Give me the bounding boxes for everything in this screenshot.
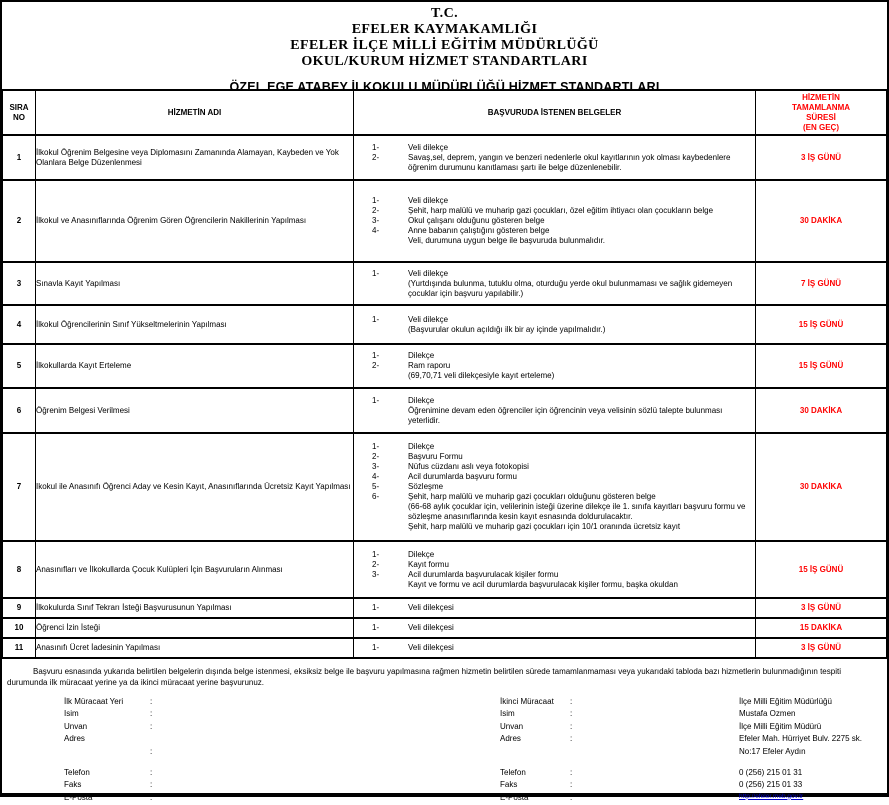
required-documents (354, 344, 756, 388)
document-text: Dilekçe (408, 395, 435, 405)
row-number: 8 (3, 541, 36, 598)
document-text: Şehit, harp malülü ve muharip gazi çocukları, özel eğitim ihtiyacı olan çocukların belge (408, 206, 714, 215)
document-item (354, 482, 755, 492)
document-item (354, 371, 755, 381)
table-row (3, 433, 887, 541)
completion-time: 7 İŞ GÜNÜ (756, 262, 887, 305)
governorship-title: EFELER KAYMAKAMLIĞI (351, 22, 538, 37)
document-text: Başvuru Formu (408, 452, 463, 461)
service-name: Öğrenci İzin İsteği (36, 618, 354, 638)
document-text: Nüfus cüzdanı aslı veya fotokopisi (408, 462, 529, 471)
document-item (354, 570, 755, 580)
service-name: İlkokul ve Anasınıflarında Öğrenim Gören Öğrencilerin Nakillerinin Yapılması (36, 180, 354, 262)
second-contact-colon: : (570, 697, 573, 706)
document-item (354, 279, 755, 299)
column-header-belgeler: BAŞVURUDA İSTENEN BELGELER (354, 90, 756, 135)
required-documents (354, 598, 756, 618)
row-number: 5 (3, 344, 36, 388)
document-number: 2- (372, 206, 380, 215)
required-documents (354, 433, 756, 541)
table-row (3, 180, 887, 262)
document-item (354, 522, 755, 532)
document-text: Veli dilekçesi (408, 623, 454, 632)
document-number: 1- (372, 196, 380, 205)
contact-value: 0 (256) 215 01 31 (739, 767, 803, 777)
table-row (3, 638, 887, 658)
table-row (3, 388, 887, 433)
contact-line (2, 697, 887, 709)
document-text: Veli dilekçe (408, 314, 449, 324)
document-item (354, 236, 755, 246)
required-documents (354, 180, 756, 262)
document-text: Öğrenimine devam eden öğrenciler için öğrencinin veya velisinin sözlü talepte bulunması yeterlidir. (408, 405, 723, 425)
first-contact-colon: : (150, 767, 153, 777)
completion-time: 30 DAKİKA (756, 388, 887, 433)
contact-value: 0 (256) 215 01 33 (739, 780, 803, 790)
document-item (354, 452, 755, 462)
website-link[interactable]: http://efeler.meb.gov.tr (739, 792, 804, 800)
contact-line (2, 780, 887, 792)
row-number: 6 (3, 388, 36, 433)
service-name: Sınavla Kayıt Yapılması (36, 262, 354, 305)
table-row (3, 541, 887, 598)
republic-title: T.C. (430, 6, 458, 21)
document-text: Sözleşme (408, 482, 444, 491)
row-number: 11 (3, 638, 36, 658)
document-number (354, 522, 408, 532)
document-item (354, 550, 755, 560)
document-text: Veli dilekçesi (408, 643, 454, 652)
row-number: 7 (3, 433, 36, 541)
contact-line (2, 709, 887, 721)
document-text: Acil durumlarda başvurulacak kişiler formu (408, 569, 559, 579)
document-item (354, 472, 755, 482)
required-documents (354, 638, 756, 658)
document-text: Veli dilekçe (408, 142, 449, 152)
document-item (354, 502, 755, 522)
document-number: 1- (372, 314, 380, 324)
first-contact-label: Isim (64, 709, 79, 719)
first-contact-colon: : (150, 792, 153, 802)
contact-value: İlçe Milli Eğitim Müdürü (739, 721, 822, 731)
first-contact-colon: : (150, 709, 153, 719)
document-text: Veli dilekçesi (408, 603, 454, 612)
document-number (354, 279, 408, 299)
document-number (354, 325, 408, 335)
service-name: İlkokul Öğrencilerinin Sınıf Yükseltmelerinin Yapılması (36, 305, 354, 344)
service-name: Anasınıfı Ücret İadesinin Yapılması (36, 638, 354, 658)
contact-line (2, 734, 887, 746)
row-number: 4 (3, 305, 36, 344)
service-table-body (3, 135, 887, 658)
first-contact-label: E-Posta (64, 792, 93, 802)
document-text: Dilekçe (408, 549, 435, 559)
document-number: 2- (372, 152, 380, 162)
document-text: Anne babanın çalıştığını gösteren belge (408, 226, 550, 235)
contact-line (2, 768, 887, 780)
document-item (354, 351, 755, 361)
document-text: (Yurtdışında bulunma, tutuklu olma, oturduğu yerde okul bulunmaması ve sağlık gidemeyen çocuklar için başvuru yapılabilir.) (408, 278, 733, 298)
document-text: Dilekçe (408, 442, 435, 451)
document-number: 1- (372, 643, 380, 652)
row-number: 2 (3, 180, 36, 262)
first-contact-colon: : (150, 746, 153, 756)
document-number: 1- (372, 603, 380, 612)
contact-section (2, 697, 887, 801)
service-name: İlkokulurda Sınıf Tekrarı İsteği Başvurusunun Yapılması (36, 598, 354, 618)
document-number: 2- (372, 361, 380, 370)
document-text: Kayıt formu (408, 559, 449, 569)
second-contact-label: E-Posta (500, 792, 529, 802)
document-item (354, 196, 755, 206)
document-number: 5- (372, 482, 380, 491)
document-text: Acil durumlarda başvuru formu (408, 472, 517, 481)
document-number: 1- (372, 395, 380, 405)
completion-time: 3 İŞ GÜNÜ (756, 638, 887, 658)
document-number: 1- (372, 442, 380, 451)
document-number: 4- (372, 226, 380, 235)
document-number (354, 502, 408, 522)
second-contact-label: Faks (500, 780, 518, 790)
second-contact-label: Adres (500, 734, 521, 744)
service-name: Anasınıfları ve İlkokullarda Çocuk Kulüpleri İçin Başvuruların Alınması (36, 541, 354, 598)
row-number: 10 (3, 618, 36, 638)
footer-note: Başvuru esnasında yukarıda belirtilen belgelerin dışında belge istenmesi, eksiksiz belge ile başvuru yapılmasına rağmen hizmetin belirtilen sürede tamamlanmaması veya yukarıdaki tabloda bazı hizmetlerin bulunmadığının tespiti durumunda ilk müracaat yerine ya da ikinci müracaat yerine başvurunuz. (7, 667, 841, 687)
service-name: Ikokul ile Anasınıfı Öğrenci Aday ve Kesin Kayıt, Anasınıflarında Ücretsiz Kayıt Yapılması (36, 433, 354, 541)
document-text: Veli dilekçe (408, 196, 449, 205)
required-documents (354, 305, 756, 344)
school-subtitle: ÖZEL EGE ATABEY İLKOKULU MÜDÜRLÜĞÜ HİZMET STANDARTLARI (229, 80, 660, 94)
document-item (354, 396, 755, 406)
service-name: Öğrenim Belgesi Verilmesi (36, 388, 354, 433)
first-contact-label: Adres (64, 734, 85, 744)
document-text: Kayıt ve formu ve acil durumlarda başvurulacak kişiler formu, başka okuldan (408, 579, 678, 589)
document-item (354, 361, 755, 371)
document-text: Veli, durumuna uygun belge ile başvuruda bulunmalıdır. (408, 236, 606, 245)
table-row (3, 344, 887, 388)
second-contact-label: Isim (500, 709, 515, 719)
document-number (354, 236, 408, 246)
document-number (354, 406, 408, 426)
document-text: (66-68 aylık çocuklar için, velilerinin isteği üzerine dilekçe ile 1. sınıfa kayıtları başvuru formu ve sözleşme anasınıflarında kesin kayıt esnasında doldurulacaktır. (408, 502, 746, 521)
contact-value: Efeler Mah. Hürriyet Bulv. 2275 sk. (739, 734, 863, 744)
contact-value: İlçe Milli Eğitim Müdürlüğü (739, 697, 832, 706)
second-contact-colon: : (570, 734, 573, 744)
document-number: 2- (372, 559, 380, 569)
document-number: 6- (372, 492, 380, 501)
row-number: 1 (3, 135, 36, 180)
service-name: İlkokullarda Kayıt Erteleme (36, 344, 354, 388)
document-item (354, 143, 755, 153)
document-text: Veli dilekçe (408, 268, 449, 278)
column-header-sure: HİZMETİN TAMAMLANMA SÜRESİ (EN GEÇ) (756, 90, 887, 135)
row-number: 9 (3, 598, 36, 618)
document-number: 1- (372, 623, 380, 632)
first-contact-label: Telefon (64, 767, 90, 777)
first-contact-colon: : (150, 697, 153, 706)
completion-time: 30 DAKİKA (756, 433, 887, 541)
contact-value: Mustafa Ozmen (739, 709, 796, 719)
title-block (2, 2, 887, 94)
second-contact-colon: : (570, 792, 573, 802)
document-item (354, 492, 755, 502)
service-name: İlkokul Öğrenim Belgesine veya Diplomasını Zamanında Alamayan, Kaybeden ve Yok Olanlara Belge Düzenlenmesi (36, 135, 354, 180)
table-row (3, 618, 887, 638)
document-item (354, 406, 755, 426)
document-text: Ram raporu (408, 361, 451, 370)
document-text: Okul çalışanı olduğunu gösteren belge (408, 216, 545, 225)
document-item (354, 623, 755, 633)
first-contact-label: Unvan (64, 721, 88, 731)
document-text: Şehit, harp malülü ve muharip gazi çocukları için 10/1 oranında ücretsiz kayıt (408, 522, 681, 531)
second-contact-label: İkinci Müracaat (500, 697, 554, 706)
table-header-row (3, 90, 887, 135)
document-item (354, 206, 755, 216)
document-number (354, 371, 408, 381)
contact-line (2, 722, 887, 734)
document-text: Dilekçe (408, 351, 435, 360)
second-contact-colon: : (570, 780, 573, 790)
document-item (354, 216, 755, 226)
completion-time: 15 İŞ GÜNÜ (756, 541, 887, 598)
required-documents (354, 262, 756, 305)
document-text: (69,70,71 veli dilekçesiyle kayıt erteleme) (408, 371, 555, 380)
completion-time: 30 DAKİKA (756, 180, 887, 262)
document-text: Şehit, harp malülü ve muharip gazi çocukları olduğunu gösteren belge (408, 492, 656, 501)
document-item (354, 643, 755, 653)
first-contact-label: Faks (64, 780, 82, 790)
second-contact-label: Unvan (500, 721, 524, 731)
table-row (3, 262, 887, 305)
table-row (3, 305, 887, 344)
directorate-title: EFELER İLÇE MİLLİ EĞİTİM MÜDÜRLÜĞÜ (290, 38, 599, 53)
standards-title: OKUL/KURUM HİZMET STANDARTLARI (301, 54, 588, 69)
first-contact-colon: : (150, 780, 153, 790)
document-item (354, 603, 755, 613)
required-documents (354, 135, 756, 180)
first-contact-label: İlk Müracaat Yeri (64, 697, 124, 706)
completion-time: 15 DAKİKA (756, 618, 887, 638)
required-documents (354, 388, 756, 433)
second-contact-colon: : (570, 721, 573, 731)
document-text: (Başvurular okulun açıldığı ilk bir ay içinde yapılmalıdır.) (408, 324, 606, 334)
document-item (354, 325, 755, 335)
completion-time: 3 İŞ GÜNÜ (756, 598, 887, 618)
contact-line (2, 793, 887, 805)
document-item (354, 315, 755, 325)
required-documents (354, 541, 756, 598)
document-item (354, 269, 755, 279)
required-documents (354, 618, 756, 638)
document-number: 1- (372, 351, 380, 360)
document-number (354, 580, 408, 590)
document-text: Savaş,sel, deprem, yangın ve benzeri nedenlerle okul kayıtlarının yok olması kaybedenlere öğrenim durumunu kanıtlaması şartı ile belge düzenlenebilir. (408, 152, 731, 172)
completion-time: 15 İŞ GÜNÜ (756, 344, 887, 388)
first-contact-colon: : (150, 721, 153, 731)
second-contact-colon: : (570, 767, 573, 777)
second-contact-label: Telefon (500, 767, 526, 777)
column-header-hizmetin-adi: HİZMETİN ADI (36, 90, 354, 135)
service-standards-table (2, 89, 887, 659)
document-number: 1- (372, 142, 380, 152)
completion-time: 15 İŞ GÜNÜ (756, 305, 887, 344)
column-header-sira-no: SIRA NO (3, 90, 36, 135)
document-number: 2- (372, 452, 380, 461)
document-item (354, 580, 755, 590)
document-number: 3- (372, 462, 380, 471)
document-item (354, 226, 755, 236)
row-number: 3 (3, 262, 36, 305)
table-row (3, 598, 887, 618)
document-item (354, 153, 755, 173)
table-row (3, 135, 887, 180)
contact-value: No:17 Efeler Aydın (739, 746, 806, 756)
contact-line (2, 747, 887, 759)
document-number: 1- (372, 268, 380, 278)
second-contact-colon: : (570, 709, 573, 719)
document-number: 1- (372, 549, 380, 559)
document-item (354, 462, 755, 472)
document-number: 3- (372, 569, 380, 579)
document-item (354, 442, 755, 452)
completion-time: 3 İŞ GÜNÜ (756, 135, 887, 180)
document-number: 4- (372, 472, 380, 481)
document-number: 3- (372, 216, 380, 225)
document-item (354, 560, 755, 570)
